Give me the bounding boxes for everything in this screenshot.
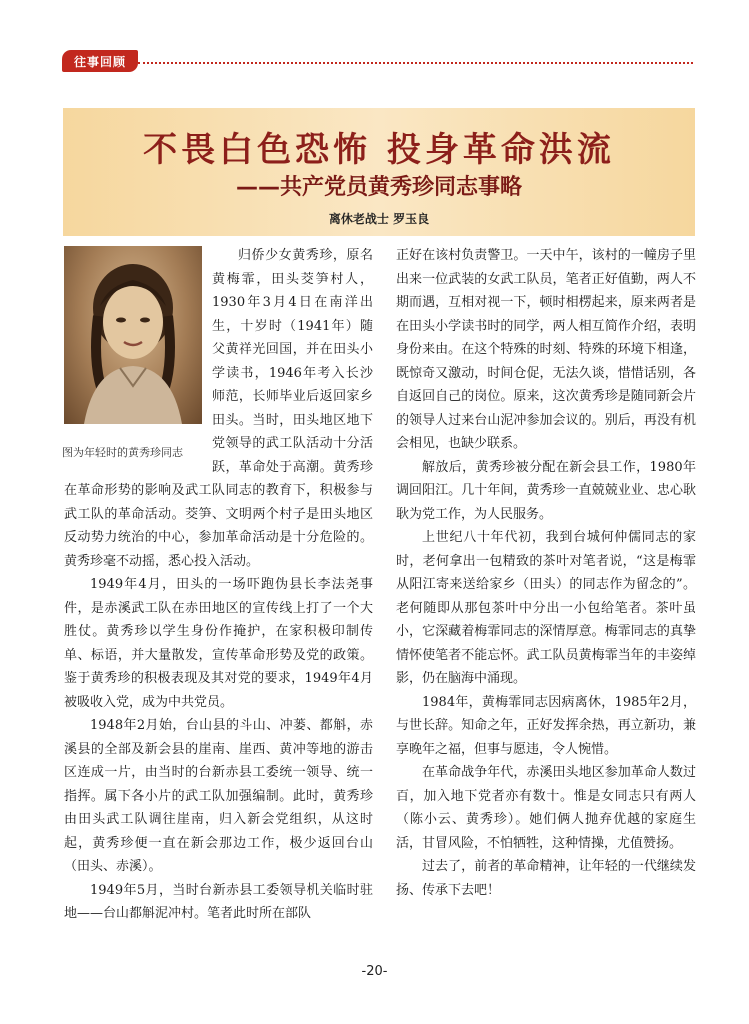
title-banner xyxy=(63,108,695,236)
article-left-column xyxy=(64,244,373,926)
photo-float-space xyxy=(64,244,204,464)
page-number: -20- xyxy=(361,964,388,979)
paragraph: 1948年2月始，台山县的斗山、冲蒌、都斛，赤溪县的全部及新会县的崖南、崖西、黄冲等地的游击区连成一片，由当时的台新赤县工委统一领导、统一指挥。属下各小片的武工队加强编制。此时，黄秀珍由田头武工队调往崖南，归入新会党组织，从这时起，黄秀珍便一直在新会那边工作，极少返回台山（田头、赤溪）。 xyxy=(64,718,373,874)
paragraph: 解放后，黄秀珍被分配在新会县工作，1980年调回阳江。几十年间，黄秀珍一直兢兢业业、忠心耿耿为党工作，为人民服务。 xyxy=(396,459,696,522)
paragraph: 过去了，前者的革命精神，让年轻的一代继续发扬、传承下去吧！ xyxy=(396,859,696,898)
paragraph: 1984年，黄梅霏同志因病离休，1985年2月，与世长辞。知命之年，正好发挥余热，再立新功，兼享晚年之福，但事与愿违，令人惋惜。 xyxy=(396,694,696,757)
photo-caption: 图为年轻时的黄秀珍同志 xyxy=(62,446,183,459)
section-tag: 往事回顾 xyxy=(62,50,138,72)
paragraph: 上世纪八十年代初，我到台城何仲儒同志的家时，老何拿出一包精致的茶叶对笔者说，“这是梅霏从阳江寄来送给家乡（田头）的同志作为留念的”。老何随即从那包茶叶中分出一小包给笔者。茶叶虽小，它深藏着梅霏同志的深情厚意。梅霏同志的真挚情怀使笔者不能忘怀。武工队员黄梅霏当年的丰姿绰影，仍在脑海中涌现。 xyxy=(396,530,696,686)
header-dotted-rule xyxy=(138,62,693,64)
paragraph: 正好在该村负责警卫。一天中午，该村的一幢房子里出来一位武装的女武工队员，笔者正好值勤，两人不期而遇，互相对视一下，顿时相楞起来，原来两者是在田头小学读书时的同学，两人相互简作介绍，表明身份来由。在这个特殊的时刻、特殊的环境下相逢，既惊奇又激动，时间仓促，无法久谈，惜惜话别，各自返回自己的岗位。原来，这次黄秀珍是随同新会片的领导人过来台山泥冲参加会议的。别后，再没有机会相见，也缺少联系。 xyxy=(396,248,696,451)
article-right-column xyxy=(396,244,696,902)
article-title: 不畏白色恐怖 投身革命洪流 xyxy=(143,130,615,170)
article-author: 离休老战士 罗玉良 xyxy=(328,212,430,226)
paragraph: 归侨少女黄秀珍，原名黄梅霏，田头茭笋村人，1930年3月4日在南洋出生，十岁时（1941年）随父黄祥光回国，并在田头小学读书，1946年考入长沙师范，长师毕业后返回家乡田头。当时，田头地区地下党领导的武工队活动十分活跃，革命处于高潮。黄秀珍在革命形势的影响及武工队同志的教育下，积极参与武工队的革命活动。茭笋、文明两个村子是田头地区反动势力统治的中心，参加革命活动是十分危险的。黄秀珍毫不动摇，悉心投入活动。 xyxy=(64,248,373,569)
paragraph: 在革命战争年代，赤溪田头地区参加革命人数过百，加入地下党者亦有数十。惟是女同志只有两人（陈小云、黄秀珍）。她们俩人抛弃优越的家庭生活，甘冒风险，不怕牺牲，这种情操，尤值赞扬。 xyxy=(396,765,696,851)
article-subtitle: ——共产党员黄秀珍同志事略 xyxy=(235,175,522,200)
paragraph: 1949年5月，当时台新赤县工委领导机关临时驻地——台山都斛泥冲村。笔者此时所在部队 xyxy=(64,882,373,921)
paragraph: 1949年4月，田头的一场吓跑伪县长李法尧事件，是赤溪武工队在赤田地区的宣传线上打了一个大胜仗。黄秀珍以学生身份作掩护，在家积极印制传单、标语，并大量散发，宣传革命形势及党的政策。鉴于黄秀珍的积极表现及其对党的要求，1949年4月被吸收入党，成为中共党员。 xyxy=(64,577,373,710)
